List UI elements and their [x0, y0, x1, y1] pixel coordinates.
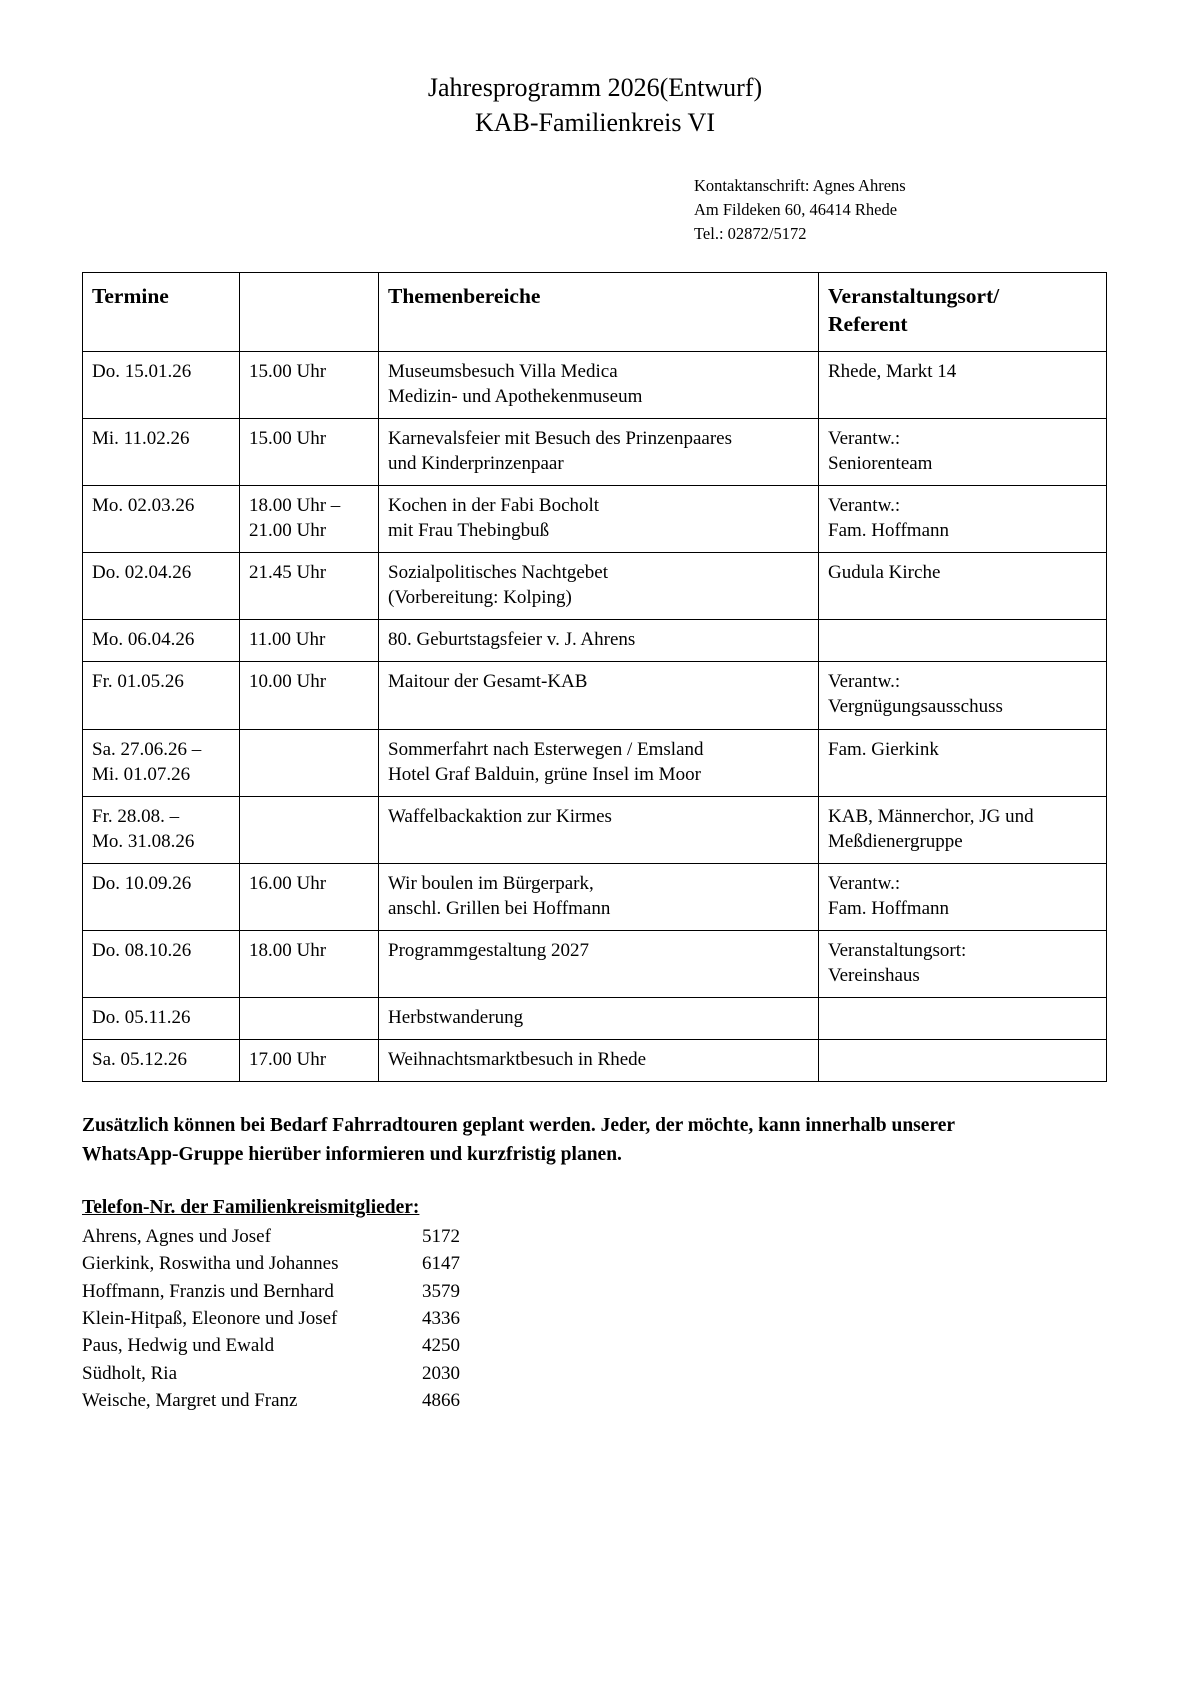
cell-date-line: Sa. 27.06.26 – [92, 738, 202, 760]
phone-list-item [82, 1332, 512, 1359]
phone-list-name: Klein-Hitpaß, Eleonore und Josef [82, 1307, 338, 1329]
cell-topic [379, 1040, 819, 1082]
cell-date [83, 796, 240, 863]
table-row [83, 662, 1107, 729]
phone-list-name: Gierkink, Roswitha und Johannes [82, 1253, 339, 1275]
cell-place-line: Verantw.: [828, 495, 901, 517]
cell-date-line: Fr. 28.08. – [92, 805, 180, 827]
cell-topic-line: anschl. Grillen bei Hoffmann [388, 897, 611, 919]
cell-date [83, 553, 240, 620]
cell-date-line: Mi. 11.02.26 [92, 427, 190, 449]
cell-place [819, 553, 1107, 620]
cell-place-line: Fam. Hoffmann [828, 897, 950, 919]
note-line-2: unserer WhatsApp-Gruppe hierüber informieren und kurzfristig planen. [82, 1115, 955, 1165]
cell-topic-line: 80. Geburtstagsfeier v. J. Ahrens [388, 629, 636, 651]
table-row [83, 553, 1107, 620]
cell-topic-line: (Vorbereitung: Kolping) [388, 587, 572, 609]
cell-place [819, 931, 1107, 998]
phone-list-name: Ahrens, Agnes und Josef [82, 1225, 271, 1247]
cell-place [819, 863, 1107, 930]
cell-date [83, 998, 240, 1040]
cell-time-line: 11.00 Uhr [249, 629, 326, 651]
table-row [83, 998, 1107, 1040]
title-line-2: KAB-Familienkreis VI [475, 108, 715, 138]
cell-place [819, 486, 1107, 553]
cell-date-line: Do. 15.01.26 [92, 360, 192, 382]
cell-place-line: Vergnügungsausschuss [828, 696, 1003, 718]
cell-time-line: 15.00 Uhr [249, 360, 327, 382]
cell-time-line: 21.00 Uhr [249, 520, 327, 542]
cell-place [819, 1040, 1107, 1082]
cell-date [83, 620, 240, 662]
cell-time [240, 796, 379, 863]
table-row [83, 351, 1107, 418]
cell-topic [379, 863, 819, 930]
table-row [83, 1040, 1107, 1082]
cell-topic [379, 486, 819, 553]
cell-topic [379, 729, 819, 796]
cell-place-line: Verantw.: [828, 427, 901, 449]
cell-time [240, 1040, 379, 1082]
header-topics: Themenbereiche [379, 272, 819, 351]
cell-topic [379, 620, 819, 662]
phone-list-number: 3579 [422, 1280, 460, 1302]
cell-date-line: Mo. 06.04.26 [92, 629, 195, 651]
cell-time [240, 931, 379, 998]
cell-topic [379, 998, 819, 1040]
cell-date-line: Mo. 02.03.26 [92, 495, 195, 517]
cell-time-line: 21.45 Uhr [249, 562, 327, 584]
cell-time [240, 998, 379, 1040]
cell-topic [379, 553, 819, 620]
table-row [83, 863, 1107, 930]
cell-place-line: Seniorenteam [828, 452, 933, 474]
phone-list-name: Weische, Margret und Franz [82, 1390, 298, 1412]
phone-list-number: 2030 [422, 1362, 460, 1384]
cell-topic-line: Waffelbackaktion zur Kirmes [388, 805, 612, 827]
additional-note [82, 1112, 1042, 1169]
cell-date [83, 931, 240, 998]
cell-date [83, 729, 240, 796]
cell-place-line: Veranstaltungsort: [828, 940, 967, 962]
cell-place-line: Rhede, Markt 14 [828, 360, 957, 382]
cell-topic [379, 418, 819, 485]
header-dates: Termine [83, 272, 240, 351]
cell-time [240, 486, 379, 553]
cell-topic-line: mit Frau Thebingbuß [388, 520, 550, 542]
cell-topic-line: Karnevalsfeier mit Besuch des Prinzenpaares [388, 427, 732, 449]
cell-place [819, 796, 1107, 863]
cell-topic [379, 796, 819, 863]
phone-list-item [82, 1250, 512, 1277]
phone-list-title: Telefon-Nr. der Familienkreismitglieder: [82, 1196, 420, 1218]
header-place-line-1: Veranstaltungsort/ [828, 283, 1000, 308]
phone-list-section [82, 1197, 1108, 1415]
cell-time-line: 15.00 Uhr [249, 427, 327, 449]
cell-place [819, 998, 1107, 1040]
cell-topic-line: Kochen in der Fabi Bocholt [388, 495, 600, 517]
cell-place-line: Verantw.: [828, 872, 901, 894]
contact-line-1: Kontaktanschrift: Agnes Ahrens [694, 176, 906, 196]
page-title [82, 70, 1108, 140]
cell-topic-line: Programmgestaltung 2027 [388, 940, 590, 962]
cell-time [240, 863, 379, 930]
phone-list-number: 4866 [422, 1390, 460, 1412]
cell-time [240, 418, 379, 485]
phone-list-name: Paus, Hedwig und Ewald [82, 1335, 275, 1357]
cell-place-line: Verantw.: [828, 671, 901, 693]
table-row [83, 796, 1107, 863]
cell-date-line: Mo. 31.08.26 [92, 830, 195, 852]
cell-date-line: Mi. 01.07.26 [92, 763, 191, 785]
cell-place [819, 729, 1107, 796]
cell-place-line: Gudula Kirche [828, 562, 941, 584]
cell-topic-line: Maitour der Gesamt-KAB [388, 671, 588, 693]
table-row [83, 931, 1107, 998]
program-table [82, 272, 1107, 1082]
cell-topic-line: Hotel Graf Balduin, grüne Insel im Moor [388, 763, 701, 785]
cell-place [819, 620, 1107, 662]
cell-topic [379, 931, 819, 998]
phone-list-item [82, 1305, 512, 1332]
cell-date-line: Fr. 01.05.26 [92, 671, 184, 693]
table-header-row [83, 272, 1107, 351]
cell-topic-line: Sommerfahrt nach Esterwegen / Emsland [388, 738, 704, 760]
cell-topic-line: Weihnachtsmarktbesuch in Rhede [388, 1049, 647, 1071]
cell-date-line: Do. 10.09.26 [92, 872, 192, 894]
header-times [240, 272, 379, 351]
title-line-1: Jahresprogramm 2026(Entwurf) [427, 73, 763, 102]
phone-list-number: 4250 [422, 1335, 460, 1357]
cell-time [240, 662, 379, 729]
cell-place [819, 418, 1107, 485]
cell-place-line: KAB, Männerchor, JG und [828, 805, 1034, 827]
header-place-line-2: Referent [828, 312, 908, 337]
contact-block [694, 174, 1108, 246]
cell-time [240, 729, 379, 796]
phone-list-item [82, 1360, 512, 1387]
cell-place [819, 662, 1107, 729]
cell-place [819, 351, 1107, 418]
cell-topic [379, 662, 819, 729]
phone-list-item [82, 1278, 512, 1305]
cell-date [83, 418, 240, 485]
phone-list-number: 4336 [422, 1307, 460, 1329]
cell-date-line: Sa. 05.12.26 [92, 1049, 187, 1071]
table-row [83, 620, 1107, 662]
cell-time [240, 553, 379, 620]
cell-place-line: Vereinshaus [828, 965, 920, 987]
cell-topic-line: und Kinderprinzenpaar [388, 452, 564, 474]
cell-topic-line: Sozialpolitisches Nachtgebet [388, 562, 609, 584]
phone-list-number: 5172 [422, 1225, 460, 1247]
cell-time-line: 16.00 Uhr [249, 872, 327, 894]
cell-topic-line: Wir boulen im Bürgerpark, [388, 872, 594, 894]
cell-topic-line: Museumsbesuch Villa Medica [388, 360, 618, 382]
phone-list-name: Hoffmann, Franzis und Bernhard [82, 1280, 334, 1302]
contact-line-2: Am Fildeken 60, 46414 Rhede [694, 200, 898, 220]
note-line-1: Zusätzlich können bei Bedarf Fahrradtouren geplant werden. Jeder, der möchte, kann innerhalb [82, 1115, 887, 1137]
cell-topic [379, 351, 819, 418]
phone-list-table [82, 1223, 512, 1415]
phone-list-number: 6147 [422, 1253, 460, 1275]
cell-date [83, 1040, 240, 1082]
table-row [83, 729, 1107, 796]
cell-time [240, 351, 379, 418]
phone-list-name: Südholt, Ria [82, 1362, 178, 1384]
cell-date [83, 662, 240, 729]
table-row [83, 418, 1107, 485]
cell-place-line: Meßdienergruppe [828, 830, 963, 852]
cell-place-line: Fam. Gierkink [828, 738, 939, 760]
cell-time-line: 10.00 Uhr [249, 671, 327, 693]
cell-date [83, 863, 240, 930]
phone-list-item [82, 1387, 512, 1414]
cell-date-line: Do. 08.10.26 [92, 940, 192, 962]
cell-topic-line: Medizin- und Apothekenmuseum [388, 385, 643, 407]
cell-time [240, 620, 379, 662]
contact-line-3: Tel.: 02872/5172 [694, 224, 807, 244]
header-place [819, 272, 1107, 351]
cell-place-line: Fam. Hoffmann [828, 520, 950, 542]
cell-date-line: Do. 02.04.26 [92, 562, 192, 584]
cell-topic-line: Herbstwanderung [388, 1007, 524, 1029]
phone-list-item [82, 1223, 512, 1250]
cell-time-line: 18.00 Uhr [249, 940, 327, 962]
cell-date [83, 486, 240, 553]
cell-time-line: 18.00 Uhr – [249, 495, 341, 517]
cell-date-line: Do. 05.11.26 [92, 1007, 191, 1029]
table-row [83, 486, 1107, 553]
cell-date [83, 351, 240, 418]
cell-time-line: 17.00 Uhr [249, 1049, 327, 1071]
